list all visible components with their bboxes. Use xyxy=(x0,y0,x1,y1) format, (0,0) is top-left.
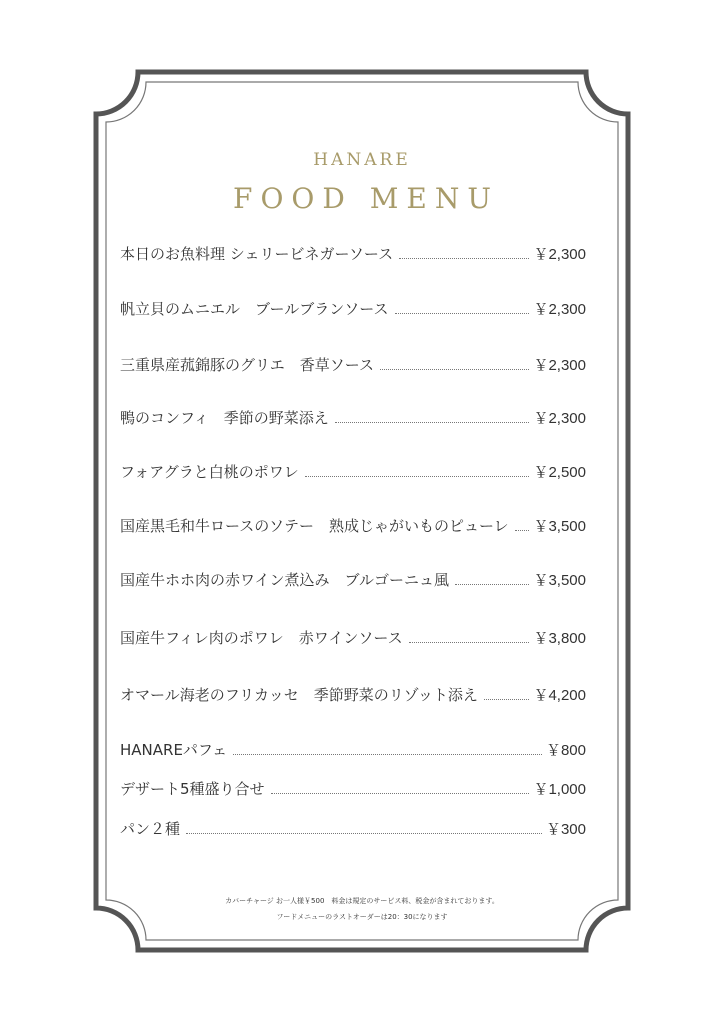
menu-item xyxy=(120,628,586,649)
menu-item-name: 国産牛ホホ肉の赤ワイン煮込み ブルゴーニュ風 xyxy=(120,571,449,589)
menu-item xyxy=(120,685,586,706)
menu-item xyxy=(120,779,586,800)
menu-item-price: ￥3,500 xyxy=(533,572,586,589)
dotted-leader xyxy=(409,642,530,643)
cover-charge-note: カバーチャージ お一人様￥500 料金は規定のサービス料、税金が含まれております。 xyxy=(225,897,499,905)
menu-item xyxy=(120,740,586,761)
menu-item-price: ￥2,500 xyxy=(533,464,586,481)
dotted-leader xyxy=(186,833,542,834)
menu-item xyxy=(120,570,586,591)
menu-item-name: 国産黒毛和牛ロースのソテー 熟成じゃがいものピューレ xyxy=(120,517,509,535)
menu-item-price: ￥2,300 xyxy=(533,410,586,427)
menu-item-price: ￥2,300 xyxy=(533,357,586,374)
dotted-leader xyxy=(399,258,529,259)
menu-item-name: 国産牛フィレ肉のポワレ 赤ワインソース xyxy=(120,629,403,647)
menu-item xyxy=(120,516,586,537)
menu-item-name: 鴨のコンフィ 季節の野菜添え xyxy=(120,409,329,427)
menu-item xyxy=(120,244,586,265)
menu-item-name: 三重県産菰錦豚のグリエ 香草ソース xyxy=(120,356,374,374)
menu-item-price: ￥4,200 xyxy=(533,687,586,704)
menu-title: FOOD MENU xyxy=(233,182,499,215)
menu-item-name: フォアグラと白桃のポワレ xyxy=(120,463,299,481)
dotted-leader xyxy=(271,793,530,794)
menu-item-name: パン２種 xyxy=(120,820,181,838)
menu-item-name: オマール海老のフリカッセ 季節野菜のリゾット添え xyxy=(120,686,478,704)
menu-item-price: ￥2,300 xyxy=(533,301,586,318)
menu-item-name: HANAREパフェ xyxy=(120,741,228,759)
menu-item xyxy=(120,355,586,376)
brand-name: HANARE xyxy=(313,150,411,170)
menu-item-name: 帆立貝のムニエル ブールブランソース xyxy=(120,300,389,318)
dotted-leader xyxy=(515,530,530,531)
menu-item-price: ￥3,800 xyxy=(533,630,586,647)
menu-item-price: ￥1,000 xyxy=(533,781,586,798)
dotted-leader xyxy=(484,699,530,700)
menu-item-name: 本日のお魚料理 シェリービネガーソース xyxy=(120,245,394,263)
menu-item-price: ￥2,300 xyxy=(533,246,586,263)
menu-item-price: ￥300 xyxy=(545,821,586,838)
dotted-leader xyxy=(455,584,530,585)
menu-item-price: ￥800 xyxy=(545,742,586,759)
menu-item-name: デザート5種盛り合せ xyxy=(120,780,265,798)
last-order-note: フードメニューのラストオーダーは20：30になります xyxy=(276,913,448,921)
dotted-leader xyxy=(233,754,542,755)
menu-item xyxy=(120,462,586,483)
menu-item xyxy=(120,819,586,840)
dotted-leader xyxy=(395,313,530,314)
menu-item xyxy=(120,299,586,320)
menu-item-price: ￥3,500 xyxy=(533,518,586,535)
dotted-leader xyxy=(305,476,530,477)
menu-item xyxy=(120,408,586,429)
dotted-leader xyxy=(380,369,530,370)
dotted-leader xyxy=(335,422,530,423)
